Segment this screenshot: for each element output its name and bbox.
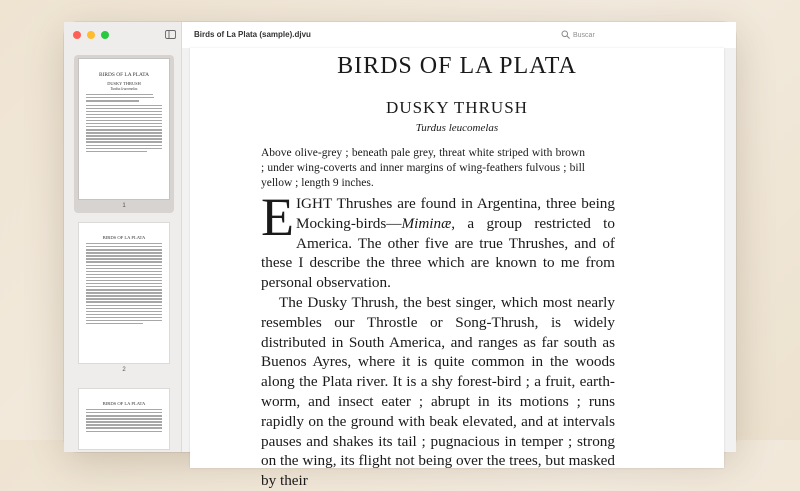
thumbnail-page-number: 2	[122, 367, 126, 373]
zoom-button[interactable]	[101, 31, 109, 39]
search-input[interactable]	[573, 29, 723, 41]
sidebar-toggle-icon[interactable]	[165, 30, 176, 39]
thumbnail-heading: BIRDS OF LA PLATA	[102, 401, 146, 406]
chapter-title: DUSKY THRUSH	[386, 98, 528, 117]
body-text	[261, 187, 615, 491]
thumbnail-heading: Turdus leucomelas	[110, 87, 138, 91]
minimize-button[interactable]	[87, 31, 95, 39]
thumbnail-heading: BIRDS OF LA PLATA	[98, 72, 150, 78]
search-icon	[561, 30, 570, 39]
thumbnail-heading: DUSKY THRUSH	[107, 81, 141, 86]
italic-term: Miminæ	[401, 214, 452, 232]
page-thumbnail-2[interactable]	[74, 219, 174, 381]
thumbnail-page-image	[79, 223, 169, 363]
close-button[interactable]	[73, 31, 81, 39]
app-window	[64, 22, 736, 490]
thumbnail-heading: BIRDS OF LA PLATA	[102, 235, 146, 240]
drop-cap: E	[261, 187, 294, 247]
page-thumbnail-1[interactable]	[74, 55, 174, 213]
latin-name: Turdus leucomelas	[415, 122, 499, 134]
search-field[interactable]	[556, 27, 732, 43]
paragraph: The Dusky Thrush, the best singer, which most nearly resembles our Throstle or Song-Thrush, is widely distributed in South America, and ranges as far south as Buenos Ayres, where it is quite common in the woods along the Plata river. It is a shy forest-bird ; a fruit, earth-worm, and insect eater ; abrupt in its motions ; runs rapidly on the ground with beak elevated, and at intervals pauses and shakes its tail ; pugnacious in temper ; strong on the wing, its flight not being over the trees, but masked by their	[261, 293, 615, 490]
title-bar	[182, 22, 736, 48]
paragraph-text: , a group restricted to America. The other five are true Thrushes, and of these I describe the three which are known to me from personal observation.	[261, 214, 615, 292]
paragraph-text: IGHT Thrushes are found in Argentina, three being Mocking-birds—	[296, 195, 615, 232]
page-thumbnail-3[interactable]	[74, 385, 174, 445]
document-view[interactable]	[182, 48, 736, 490]
running-head: BIRDS OF LA PLATA	[337, 53, 577, 79]
thumbnail-page-image	[79, 389, 169, 449]
species-description: Above olive-grey ; beneath pale grey, threat white striped with brown ; under wing-coverts and inner margins of wing-feathers fulvous ; bill yellow ; length 9 inches.	[261, 147, 585, 189]
thumbnail-page-image	[79, 59, 169, 199]
document-title: Birds of La Plata (sample).djvu	[194, 30, 311, 39]
document-page	[190, 48, 724, 490]
window-controls	[73, 31, 109, 39]
thumbnail-page-number: 1	[122, 203, 126, 209]
thumbnail-sidebar	[64, 22, 182, 452]
paragraph	[261, 187, 615, 293]
